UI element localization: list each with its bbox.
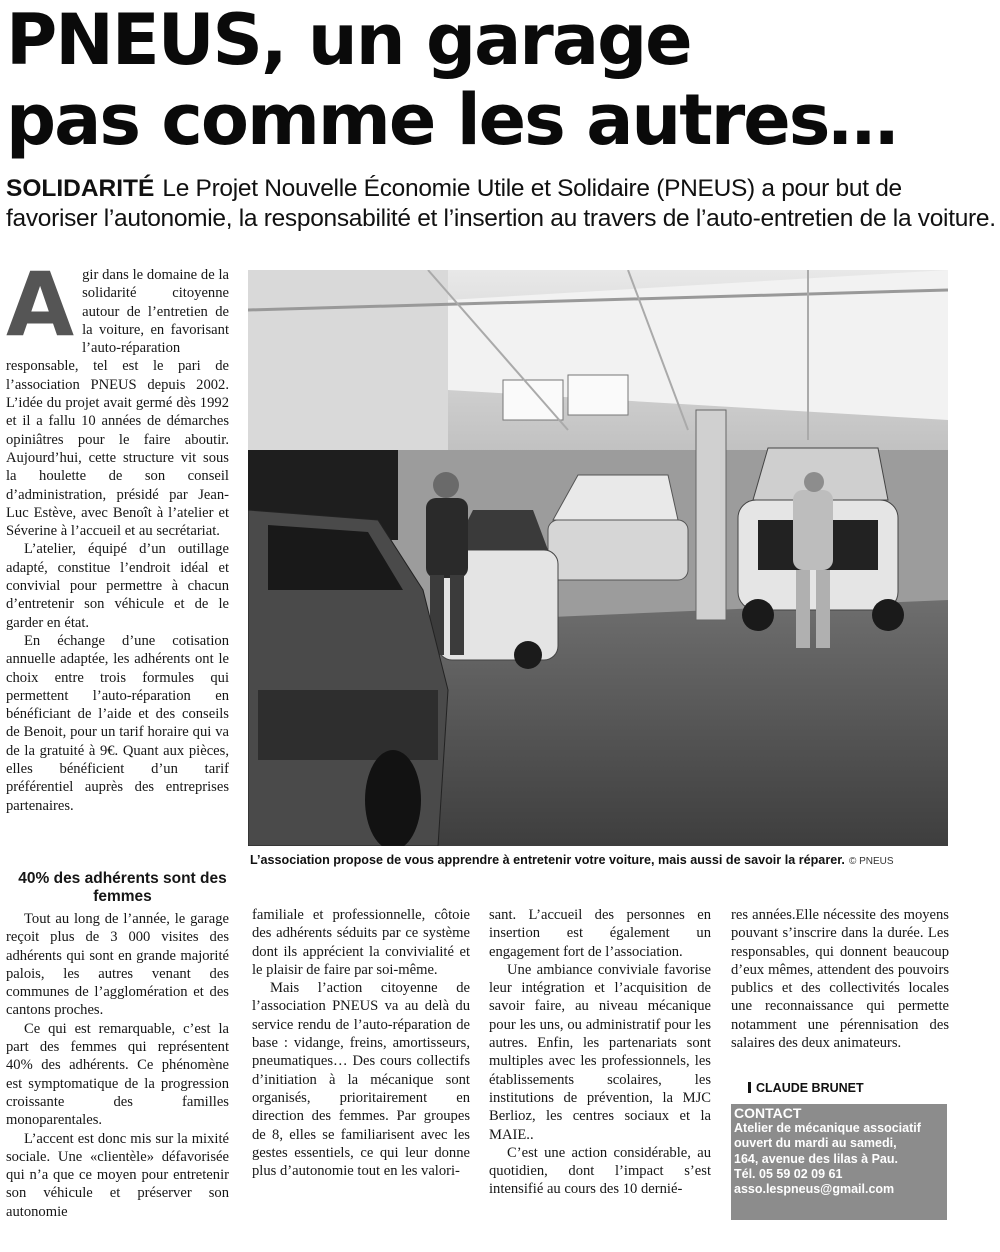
garage-photo-illustration — [248, 270, 948, 846]
headline-line-1: PNEUS, un garage — [6, 0, 691, 81]
author-signature: CLAUDE BRUNET — [748, 1081, 864, 1095]
article-paragraph: L’atelier, équipé d’un outillage adapté, constitue l’endroit idéal et convivial pour permettre à chacun d’entretenir son véhicule et de le garder en état. — [6, 541, 229, 631]
article-paragraph: Mais l’action citoyenne de l’association PNEUS va au delà du service rendu de l’auto-réparation de base : vidange, freins, amortisseurs, pneumatiques… Des cours collectifs d’initiation à la mécanique sont organisés, prioritairement en direction des femmes. Par groupes de 8, elles se familiarisent avec les gestes essentiels, ce qui leur donne plus d’autonomie tout en les valori- — [252, 980, 470, 1180]
subheading: 40% des adhérents sont des femmes — [18, 870, 227, 905]
article-column-2 — [252, 906, 470, 1180]
standfirst-text: Le Projet Nouvelle Économie Utile et Solidaire (PNEUS) a pour but de favoriser l’autonomie, la responsabilité et l’insertion au travers de l’auto-entretien de la voiture. — [6, 175, 996, 232]
article-column-3 — [489, 906, 711, 1199]
contact-phone: Tél. 05 59 02 09 61 — [734, 1166, 843, 1181]
contact-box — [731, 1104, 947, 1220]
article-paragraph: Agir dans le domaine de la solidarité citoyenne autour de l’entretien de la voiture, en favorisant l’auto-réparation responsable, tel est le pari de l’association PNEUS depuis 2002. L’idée du projet avait germé dès 1992 et il a fallu 10 années de démarches opiniâtres pour le faire aboutir. Aujourd’hui, cette structure vit sous la houlette de son conseil d’administration, présidé par Jean-Luc Estève, avec Benoît à l’atelier et Séverine à l’accueil et au secrétariat. — [6, 253, 229, 540]
contact-title: CONTACT — [734, 1105, 802, 1121]
article-column-4 — [731, 906, 949, 1052]
headline — [6, 0, 996, 160]
article-paragraph: res années.Elle nécessite des moyens pouvant s’inscrire dans la durée. Les responsables, qui donnent beaucoup d’eux mêmes, attendent des pouvoirs publics et des collectivités locales une reconnaissance qui permette notamment une pérennisation des salaires des deux animateurs. — [731, 907, 949, 1052]
standfirst — [6, 174, 996, 234]
article-paragraph: Ce qui est remarquable, c’est la part des femmes qui représentent 40% des adhérents. Ce phénomène est symptomatique de la progression croissante des familles monoparentales. — [6, 1020, 229, 1129]
article-paragraph: familiale et professionnelle, côtoie des adhérents séduits par ce système dont ils apprécient la convivialité et le plaisir de faire par soi-même. — [252, 907, 470, 978]
article-paragraph: L’accent est donc mis sur la mixité sociale. Une «clientèle» défavorisée qui n’a que ce moyen pour entretenir son véhicule et préserver son autonomie — [6, 1130, 229, 1220]
kicker-label: SOLIDARITÉ — [6, 175, 155, 202]
drop-cap: A — [6, 253, 75, 356]
article-paragraph: C’est une action considérable, au quotidien, dont l’impact s’est intensifié au cours des 10 dernié- — [489, 1144, 711, 1198]
photo-credit: © PNEUS — [848, 856, 894, 867]
article-paragraph: Tout au long de l’année, le garage reçoit plus de 3 000 visites des adhérents qui sont en grande majorité palois, les autres venant des communes de l’agglomération et des cantons proches. — [6, 911, 229, 1019]
photo-caption — [250, 852, 950, 870]
headline-line-2: pas comme les autres… — [6, 79, 897, 161]
article-column-1 — [6, 253, 229, 815]
article-paragraph: Une ambiance conviviale favorise leur intégration et l’acquisition de savoir faire, au niveau mécanique pour les uns, ou administratif pour les autres. Enfin, les partenariats sont multiples avec les professionnels, les établissements scolaires, les institutions de prévention, la MJC Berlioz, les centres sociaux et la MAIE.. — [489, 961, 711, 1143]
contact-email: asso.lespneus@gmail.com — [734, 1182, 895, 1197]
contact-line: Atelier de mécanique associatif — [734, 1121, 921, 1136]
contact-line: 164, avenue des lilas à Pau. — [734, 1151, 898, 1166]
article-paragraph: sant. L’accueil des personnes en insertion est également un engagement fort de l’association. — [489, 907, 711, 960]
caption-text: L’association propose de vous apprendre à entretenir votre voiture, mais aussi de savoir la réparer. — [250, 853, 845, 867]
article-paragraph: En échange d’une cotisation annuelle adaptée, les adhérents ont le choix entre trois formules qui permettent l’auto-réparation en bénéficiant de l’aide et des conseils de Benoit, pour un tarif horaire qui va de la gratuité à 9€. Quant aux pièces, elles bénéficient d’un tarif préférentiel auprès des entreprises partenaires. — [6, 632, 229, 814]
contact-line: ouvert du mardi au samedi, — [734, 1136, 897, 1151]
article-column-1-lower — [6, 870, 229, 1221]
garage-photo — [248, 270, 948, 846]
